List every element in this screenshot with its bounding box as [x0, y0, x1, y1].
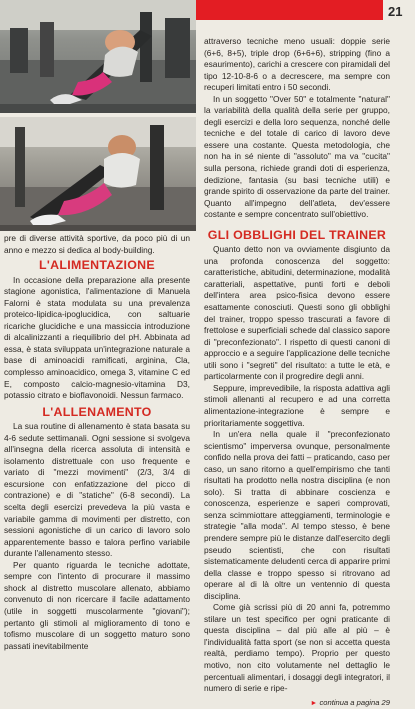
- left-text-column: [4, 233, 190, 652]
- heading-alimentazione: L'ALIMENTAZIONE: [39, 258, 155, 273]
- obblighi-paragraph-2: Seppure, imprevedibile, la risposta adattiva agli stimoli allenanti al recupero e ad una corretta alimentazione-integrazione è sempre e prioritariamente soggettiva.: [204, 382, 390, 428]
- alimentazione-paragraph: In occasione della preparazione alla presente stagione agonistica, l'alimentazione di Manuela Falorni è stata modulata su una prevalenza proteico-lipidica-ipoglucidica, con saltuarie ricariche glucidiche e una massiccia introduzione di alcalinizzanti a riequilibrio del pH. Abbinata ad essa, è stata sviluppata un'integrazione naturale a base di aminoacidi ramificati, arginina, Cla, complesso aminoacidico, omega 3, vitamine C ed E, composto calcio-magnesio-vitamina D3, potassio citrato e bioflavonoidi. Nessun farmaco.: [4, 274, 190, 401]
- obblighi-paragraph-1: Quanto detto non va ovviamente disgiunto da una profonda conoscenza del soggetto: caratteristiche, abitudini, determinazione, modalità caratteriali, aspettative, punti forti e deboli dell'intera area psico-fisica devono essere esattamente conosciuti. Questi sono gli obblighi del trainer, troppo spesso trascurati a favore di frettolose e superficiali schede dal classico sapore di "preconfezionato". I rispetto di questi canoni di approccio e a seguire l'applicazione delle tecniche utili sono i "segreti" del risultato: a tutte le età, e particolarmente con il progredire degli anni.: [204, 244, 390, 382]
- header-color-bar: [196, 0, 383, 20]
- continue-note: [204, 697, 390, 709]
- right-paragraph-2: In un soggetto "Over 50" e totalmente "natural" la variabilità della qualità della serie per gruppo, degli esercizi e della loro sequenza, nonché delle tecniche e del totale di carico di lavoro deve essere una costante. Questa metodologia, che non ha in sé niente di "assoluto" ma va "cucita" sulla persona, richiede grandi doti di esperienza, dedizione, fantasia (su basi tecniche utili) e grande spirito di osservazione da parte del trainer. Quanto all'impegno dell'atleta, dev'essere costante e sempre concentrato sull'obiettivo.: [204, 93, 390, 220]
- continue-note-text: continua a pagina 29: [319, 697, 390, 707]
- heading-obblighi-trainer: GLI OBBLIGHI DEL TRAINER: [207, 227, 387, 242]
- athlete-photo-bottom: [0, 117, 196, 231]
- heading-allenamento: L'ALLENAMENTO: [42, 404, 152, 419]
- arrow-right-icon: ►: [310, 699, 318, 707]
- right-paragraph-1: attraverso tecniche meno usuali: doppie serie (6+6, 8+5), triple drop (6+6+6), stripping (fino a esaurimento), carichi a crescere con piramidali del tipo 12-10-8-6 o a decrescere, ma sempre con recuperi limitati entro i 50 secondi.: [204, 36, 390, 93]
- allenamento-paragraph-2: Per quanto riguarda le tecniche adottate, sempre con l'intento di procurare il massimo shock al distretto muscolare allenato, abbiamo convenuto di non ricercare il facile adattamento (utile in soggetti muscolarmente "giovani"); pertanto gli stimoli al miglioramento di tono e tofismo muscolare di un soggetto maturo sono passati inevitabilmente: [4, 559, 190, 651]
- gym-scene-illustration-top: [0, 0, 196, 113]
- intro-paragraph: pre di diverse attività sportive, da poco più di un anno e mezzo si dedica al body-building.: [4, 233, 190, 255]
- obblighi-paragraph-4: Come già scrissi più di 20 anni fa, potremmo stilare un test specifico per ogni praticante di questa disciplina – dal più alle al più – è l'individualità fatta sport (se non si accetta questa realtà, perdiamo tempo). Proprio per questo motivo, non cito volutamente nel dettaglio le percentuali alimentari, i dosaggi degli integratori, il numero di serie e ripe-: [204, 602, 390, 694]
- page-number: 21: [388, 4, 403, 19]
- gym-scene-illustration-bottom: [0, 117, 196, 231]
- allenamento-paragraph-1: La sua routine di allenamento è stata basata su 4-6 sedute settimanali. Ogni sessione si svolgeva all'insegna della ricerca assoluta di intensità e isolamento distrettuale con uso frequente e variato di "mezzi movimenti" (2/3, 3/4 di escursione con enfatizzazione del picco di contrazione) e di "statiche" (6-8 secondi). La scelta degli esercizi prevedeva la più vasta e variabile gamma di movimenti per distretto, con sessioni agonistiche di un carico di lavoro solo apparentemente basso e talora perfino variabile durante l'allenamento stesso.: [4, 421, 190, 559]
- obblighi-paragraph-3: In un'era nella quale il "preconfezionato scientismo" imperversa ovunque, personalmente confido nella prova dei fatti – praticando, caso per caso, un sano ritorno a quell'empirismo che tanti risultati ha prodotto nella nostra disciplina (e non solo). Si tratta di abbinare coscienza e conoscenza, esperienze e saperi comprovati, senza scimmiottare atteggiamenti, terminologie e strategie "alla moda". Al tempo stesso, è bene prendere sempre più le distanze dall'esercito degli pseudo scientisti, che con risultati sistematicamente deludenti cerca di apparire primi della classe e troppo spesso si ritrovano ad operare al di là oltre un ventennio di questa disciplina.: [204, 429, 390, 601]
- right-text-column: [204, 36, 390, 709]
- athlete-photo-top: [0, 0, 196, 113]
